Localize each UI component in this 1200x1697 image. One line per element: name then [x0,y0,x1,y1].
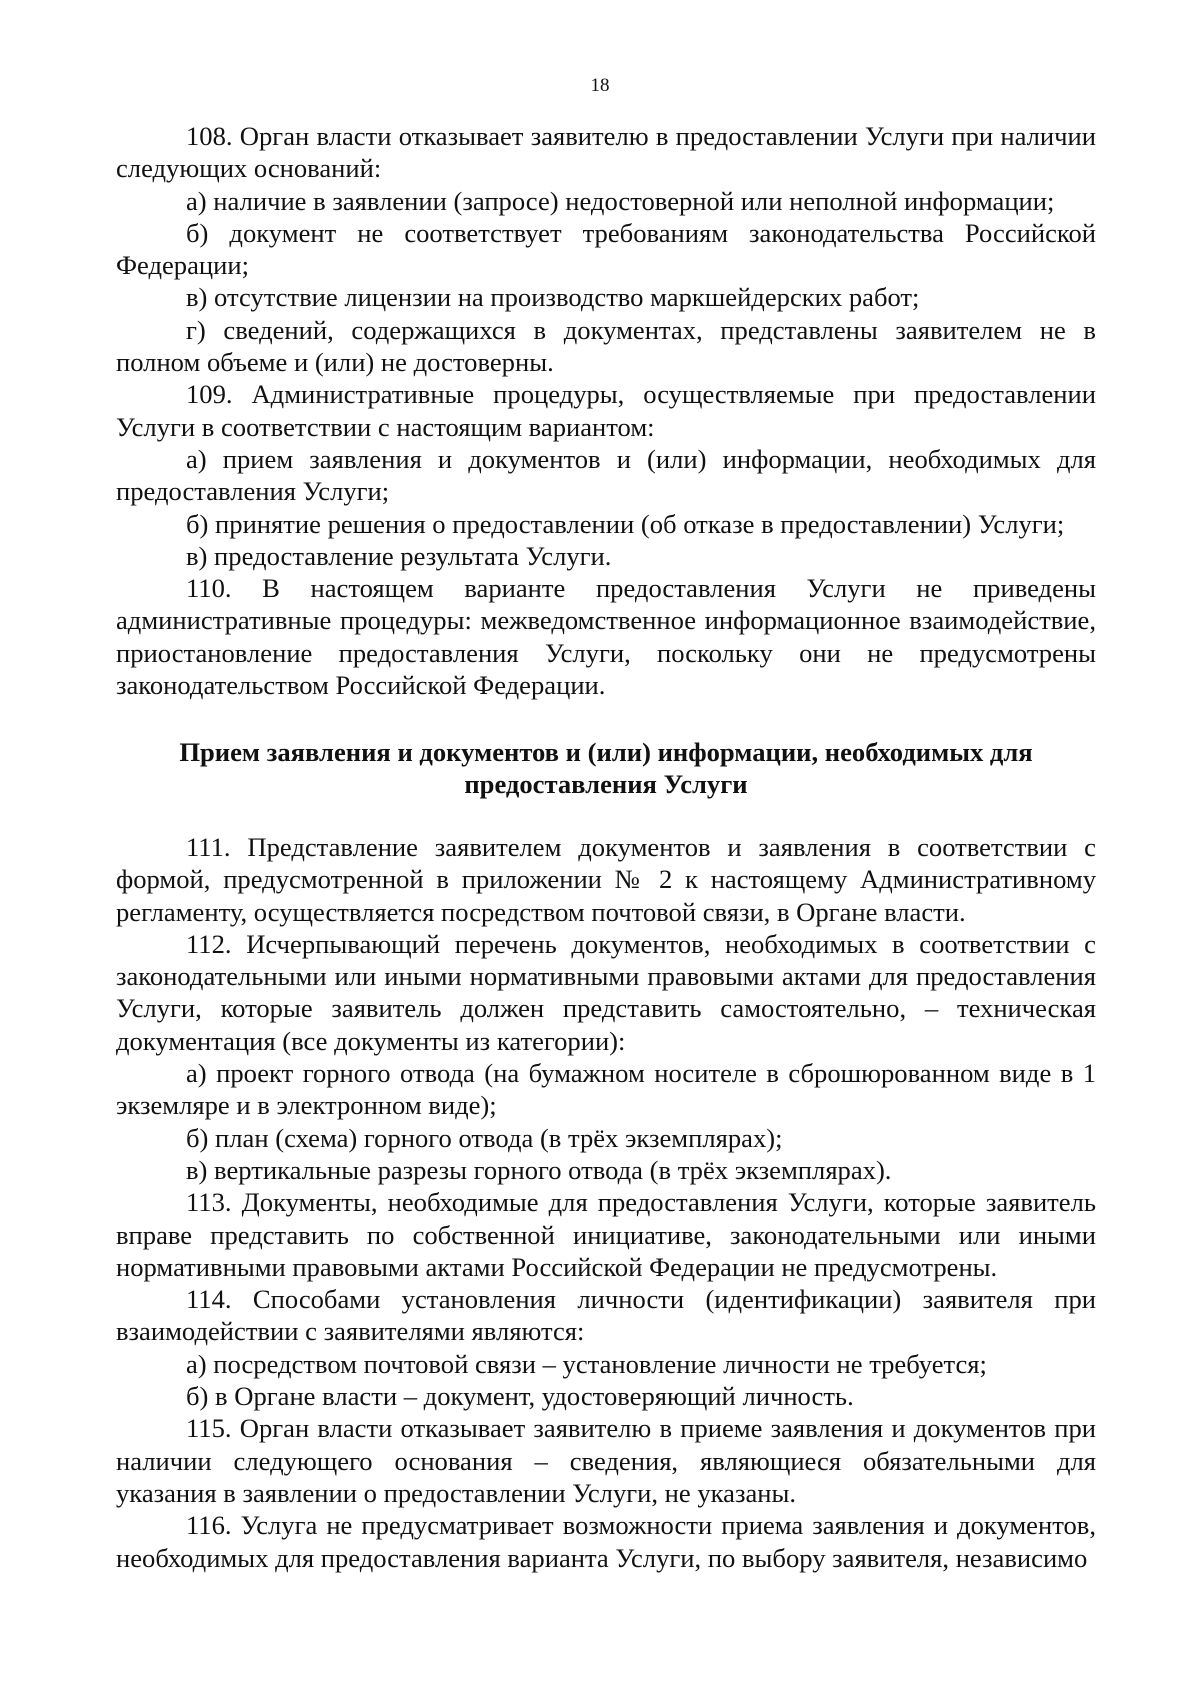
paragraph-114-b: б) в Органе власти – документ, удостоверяющий личность. [186,1381,854,1412]
paragraph-112-b: б) план (схема) горного отвода (в трёх экземплярах); [186,1122,783,1153]
paragraph-113: 113. Документы, необходимые для предоставления Услуги, которые заявитель вправе представить по собственной инициативе, законодательными или иными нормативными правовыми актами Российской Федерации не предусмотрены. [116,1187,1096,1282]
paragraph-115: 115. Орган власти отказывает заявителю в приеме заявления и документов при наличии следующего основания – сведения, являющиеся обязательными для указания в заявлении о предоставлении Услуги, не указаны. [116,1413,1096,1508]
paragraph-108-b: б) документ не соответствует требованиям законодательства Российской Федерации; [116,217,1096,281]
paragraph-111: 111. Представление заявителем документов и заявления в соответствии с формой, предусмотренной в приложении № 2 к настоящему Административному регламенту, осуществляется посредством почтовой связи, в Органе власти. [116,832,1096,927]
paragraph-109: 109. Административные процедуры, осуществляемые при предоставлении Услуги в соответствии с настоящим вариантом: [116,379,1096,442]
paragraph-108-g: г) сведений, содержащихся в документах, представлены заявителем не в полном объеме и (или) не достоверны. [116,314,1096,378]
paragraph-114-a: а) посредством почтовой связи – установление личности не требуется; [186,1348,987,1379]
paragraph-109-v: в) предоставление результата Услуги. [186,540,612,571]
section-paragraphs-111-116 [116,831,1096,1574]
section-heading: Прием заявления и документов и (или) информации, необходимых для предоставления Услуги [179,737,1033,800]
section-paragraphs-108-110 [116,120,1096,701]
paragraph-112-a: а) проект горного отвода (на бумажном носителе в сброшюрованном виде в 1 экземляре и в электронном виде); [116,1058,1096,1121]
paragraph-116: 116. Услуга не предусматривает возможности приема заявления и документов, необходимых для предоставления варианта Услуги, по выбору заявителя, независимо [116,1510,1096,1573]
paragraph-109-b: б) принятие решения о предоставлении (об отказе в предоставлении) Услуги; [186,508,1065,539]
paragraph-108-v: в) отсутствие лицензии на производство маркшейдерских работ; [186,282,920,313]
paragraph-114: 114. Способами установления личности (идентификации) заявителя при взаимодействии с заявителями являются: [116,1284,1096,1347]
page-number: 18 [590,75,610,96]
paragraph-112-v: в) вертикальные разрезы горного отвода (в трёх экземплярах). [186,1154,892,1185]
paragraph-110: 110. В настоящем варианте предоставления Услуги не приведены административные процедуры: межведомственное информационное взаимодействие, приостановление предоставления Услуги, поскольку они не предусмотрены законодательством Российской Федерации. [116,573,1096,701]
paragraph-112: 112. Исчерпывающий перечень документов, необходимых в соответствии с законодательными или иными нормативными правовыми актами для предоставления Услуги, которые заявитель должен представить самостоятельно, – техническая документация (все документы из категории): [116,928,1096,1056]
paragraph-108-a: а) наличие в заявлении (запросе) недостоверной или неполной информации; [186,185,1055,216]
paragraph-109-a: а) прием заявления и документов и (или) информации, необходимых для предоставления Услуги; [116,443,1096,507]
paragraph-108: 108. Орган власти отказывает заявителю в предоставлении Услуги при наличии следующих оснований: [116,121,1096,184]
